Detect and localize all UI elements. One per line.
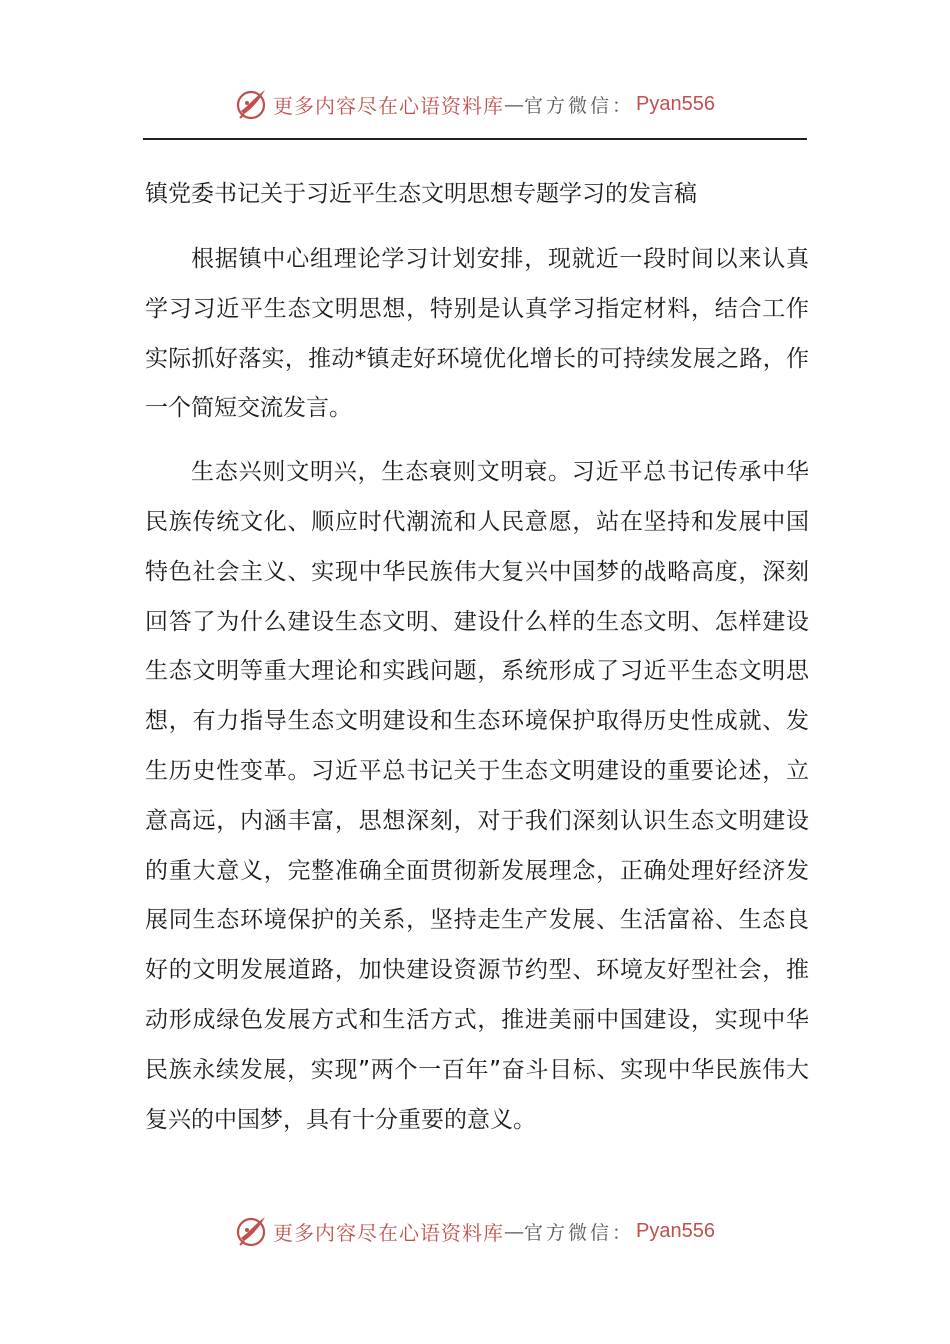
- quill-logo-icon: [235, 1214, 269, 1248]
- footer-contact-id: Pyan556: [636, 1219, 715, 1242]
- footer-contact-label: 官方微信：: [524, 1221, 635, 1244]
- document-body: [145, 175, 809, 1159]
- header-contact-id: Pyan556: [636, 92, 715, 115]
- header-separator: —: [504, 92, 524, 116]
- footer-banner: [0, 1211, 950, 1251]
- document-title: 镇党委书记关于习近平生态文明思想专题学习的发言稿: [145, 181, 697, 207]
- footer-separator: —: [504, 1219, 524, 1243]
- header-contact-label: 官方微信：: [524, 94, 635, 117]
- footer-brand: 更多内容尽在心语资料库: [273, 1220, 504, 1245]
- header-banner: [0, 84, 950, 124]
- header-divider: [143, 138, 807, 140]
- header-brand: 更多内容尽在心语资料库: [273, 93, 504, 118]
- quill-logo-icon: [235, 87, 269, 121]
- paragraph-2: 生态兴则文明兴，生态衰则文明衰。习近平总书记传承中华民族传统文化、顺应时代潮流和人民意愿，站在坚持和发展中国特色社会主义、实现中华民族伟大复兴中国梦的战略高度，深刻回答了为什么建设生态文明、建设什么样的生态文明、怎样建设生态文明等重大理论和实践问题，系统形成了习近平生态文明思想，有力指导生态文明建设和生态环境保护取得历史性成就、发生历史性变革。习近平总书记关于生态文明建设的重要论述，立意高远，内涵丰富，思想深刻，对于我们深刻认识生态文明建设的重大意义，完整准确全面贯彻新发展理念，正确处理好经济发展同生态环境保护的关系，坚持走生产发展、生活富裕、生态良好的文明发展道路，加快建设资源节约型、环境友好型社会，推动形成绿色发展方式和生活方式，推进美丽中国建设，实现中华民族永续发展，实现”两个一百年”奋斗目标、实现中华民族伟大复兴的中国梦，具有十分重要的意义。: [145, 459, 809, 1133]
- paragraph-1: 根据镇中心组理论学习计划安排，现就近一段时间以来认真学习习近平生态文明思想，特别是认真学习指定材料，结合工作实际抓好落实，推动*镇走好环境优化增长的可持续发展之路，作一个简短交流发言。: [145, 246, 809, 422]
